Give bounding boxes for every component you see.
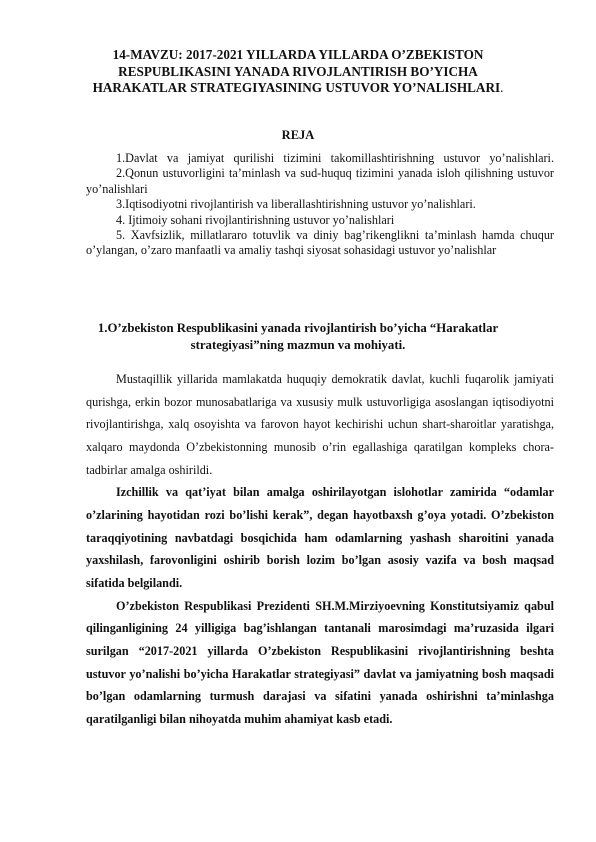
body-text bbox=[86, 368, 554, 731]
plan-heading: REJA bbox=[281, 128, 315, 142]
paragraph-2: Izchillik va qat’iyat bilan amalga oshirilayotgan islohotlar zamirida “odamlar o’zlarining hayotidan rozi bo’lishi kerak”, degan hayotbaxsh g’oya yotadi. O’zbekiston taraqqiyotining navbatdagi bosqichida ham odamlarning yashash sharoitini yanada yaxshilash, farovonligini oshirib borish lozim bo’lgan asosiy vazifa va bosh maqsad sifatida belgilandi. bbox=[86, 485, 554, 590]
paragraph-3: O’zbekiston Respublikasi Prezidenti SH.M.Mirziyoevning Konstitutsiyamiz qabul qilinganligining 24 yilligiga bag’ishlangan tantanali marosimdagi ma’ruzasida ilgari surilgan “2017-2021 yillarda O’zbekiston Respublikasini rivojlantirishning beshta ustuvor yo’nalishi bo’yicha Harakatlar strategiyasi” davlat va jamiyatning bosh maqsadi bo’lgan odamlarning turmush darajasi va sifatini yanada oshirishni ta’minlashga qaratilganligi bilan nihoyatda muhim ahamiyat kasb etadi. bbox=[86, 598, 554, 726]
plan-item-3: 3.Iqtisodiyotni rivojlantirish va liberallashtirishning ustuvor yo’nalishlari. bbox=[116, 197, 476, 212]
document-title-period: . bbox=[500, 80, 504, 95]
plan-item-5: 5. Xavfsizlik, millatlararo totuvlik va diniy bag’rikenglikni ta’minlash hamda chuqur o’ylangan, o’zaro manfaatli va amaliy tashqi siyosat sohasidagi ustuvor yo’nalishlar bbox=[86, 228, 554, 258]
document-title bbox=[90, 47, 506, 97]
section-heading: 1.O’zbekiston Respublikasini yanada rivojlantirish bo’yicha “Harakatlar strategiyasi”ning mazmun va mohiyati. bbox=[97, 321, 499, 352]
plan-item-1: 1.Davlat va jamiyat qurilishi tizimini takomillashtirishning ustuvor yo’nalishlari. bbox=[116, 151, 554, 165]
plan-list bbox=[86, 151, 554, 259]
document-title-text: 14-MAVZU: 2017-2021 YILLARDA YILLARDA O’ZBEKISTON RESPUBLIKASINI YANADA RIVOJLANTIRISH BO’YICHA HARAKATLAR STRATEGIYASINING USTUVOR YO’NALISHLARI bbox=[92, 47, 501, 95]
plan-item-4: 4. Ijtimoiy sohani rivojlantirishning ustuvor yo’nalishlari bbox=[116, 212, 395, 227]
paragraph-1: Mustaqillik yillarida mamlakatda huquqiy demokratik davlat, kuchli fuqarolik jamiyati qurishga, erkin bozor munosabatlariga va xususiy mulk ustuvorligiga asoslangan iqtisodiyotni rivojlantirishga, xalq osoyishta va farovon hayot kechirishi uchun shart-sharoitlar yaratishga, xalqaro maydonda O’zbekistonning munosib o’rin egallashiga qaratilgan kompleks chora-tadbirlar amalga oshirildi. bbox=[86, 372, 554, 477]
plan-item-2: 2.Qonun ustuvorligini ta’minlash va sud-huquq tizimini yanada isloh qilishning ustuvor yo’nalishlari bbox=[86, 166, 554, 196]
